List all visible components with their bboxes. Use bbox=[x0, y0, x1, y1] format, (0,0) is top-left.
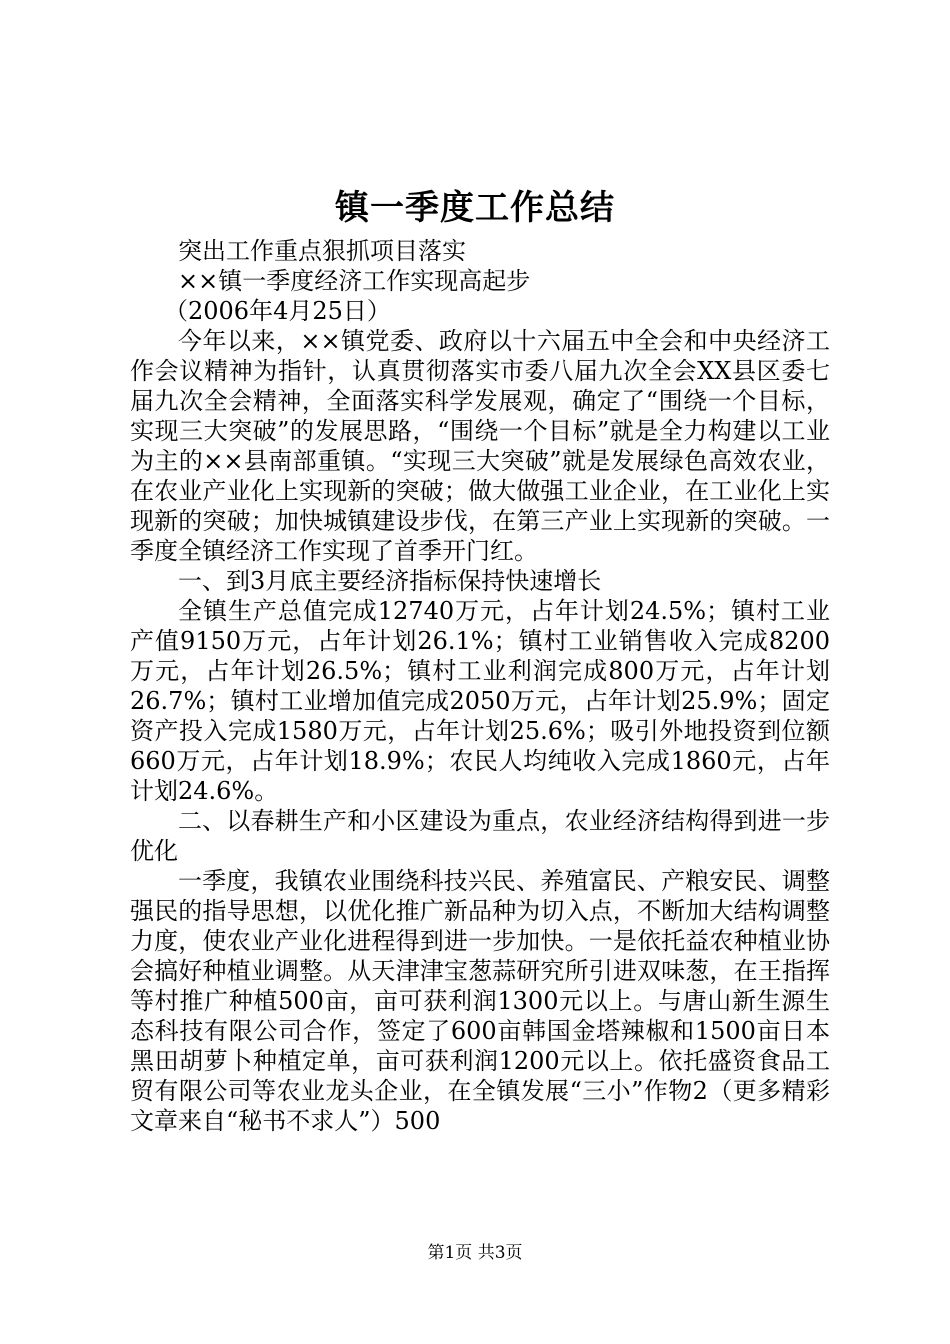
document-title: 镇一季度工作总结 bbox=[335, 188, 615, 228]
page-number: 第1页 共3页 bbox=[427, 1243, 523, 1263]
subtitle-line-1: 突出工作重点狠抓项目落实 bbox=[178, 237, 466, 265]
paragraph-intro: 今年以来，××镇党委、政府以十六届五中全会和中央经济工作会议精神为指针，认真贯彻落实市委八届九次全会XX县区委七届九次全会精神，全面落实科学发展观，确定了“围绕一个目标，实现三大突破”的发展思路，“围绕一个目标”就是全力构建以工业为主的××县南部重镇。“实现三大突破”就是发展绿色高效农业，在农业产业化上实现新的突破；做大做强工业企业，在工业化上实现新的突破；加快城镇建设步伐，在第三产业上实现新的突破。一季度全镇经济工作实现了首季开门红。 bbox=[130, 327, 830, 565]
paragraph-indicators: 全镇生产总值完成12740万元，占年计划24.5%；镇村工业产值9150万元，占年计划26.1%；镇村工业销售收入完成8200万元，占年计划26.5%；镇村工业利润完成800万元，占年计划26.7%；镇村工业增加值完成2050万元，占年计划25.9%；固定资产投入完成1580万元，占年计划25.6%；吸引外地投资到位额660万元，占年计划18.9%；农民人均纯收入完成1860元，占年计划24.6%。 bbox=[130, 597, 830, 805]
subtitle-line-2: ××镇一季度经济工作实现高起步 bbox=[178, 267, 531, 295]
section-heading-2: 二、以春耕生产和小区建设为重点，农业经济结构得到进一步优化 bbox=[130, 807, 830, 865]
paragraph-agriculture: 一季度，我镇农业围绕科技兴民、养殖富民、产粮安民、调整强民的指导思想，以优化推广新品种为切入点，不断加大结构调整力度，使农业产业化进程得到进一步加快。一是依托益农种植业协会搞好种植业调整。从天津津宝葱蒜研究所引进双味葱，在王指挥等村推广种植500亩，亩可获利润1300元以上。与唐山新生源生态科技有限公司合作，签定了600亩韩国金塔辣椒和1500亩日本黑田胡萝卜种植定单，亩可获利润1200元以上。依托盛资食品工贸有限公司等农业龙头企业，在全镇发展“三小”作物2（更多精彩文章来自“秘书不求人”）500 bbox=[130, 867, 830, 1135]
document-body bbox=[130, 236, 830, 1136]
document-date: （2006年4月25日） bbox=[164, 297, 391, 325]
section-heading-1: 一、到3月底主要经济指标保持快速增长 bbox=[178, 567, 602, 595]
